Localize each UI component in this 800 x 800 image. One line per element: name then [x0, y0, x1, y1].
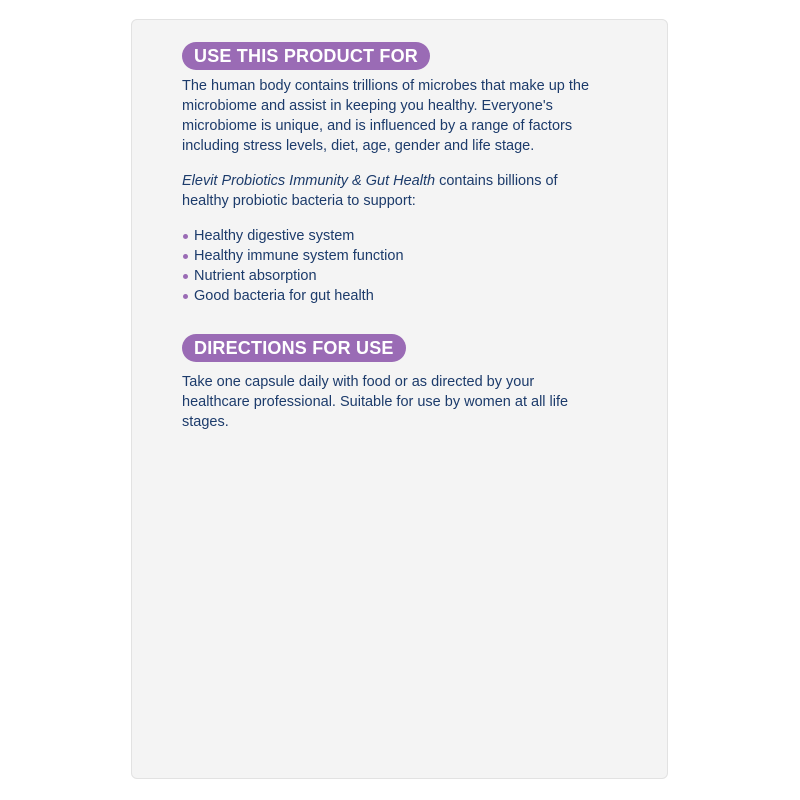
product-info-card — [131, 19, 668, 779]
list-item — [182, 226, 602, 246]
card-content — [182, 42, 602, 432]
product-name: Elevit Probiotics Immunity & Gut Health — [182, 173, 436, 189]
benefit-label: Nutrient absorption — [194, 268, 317, 284]
directions-section — [182, 334, 602, 432]
microbiome-intro: The human body contains trillions of microbes that make up the microbiome and assist in keeping you healthy. Everyone's microbiome is unique, and is influenced by a range of factors including stress levels, diet, age, gender and life stage. — [182, 78, 590, 154]
bullet-dot-icon — [183, 274, 188, 279]
bullet-dot-icon — [183, 294, 188, 299]
bullet-dot-icon — [183, 254, 188, 259]
benefits-list — [182, 226, 602, 306]
benefit-label: Healthy immune system function — [194, 248, 404, 264]
use-heading: USE THIS PRODUCT FOR — [182, 42, 430, 70]
list-item — [182, 286, 602, 306]
bullet-dot-icon — [183, 234, 188, 239]
directions-heading: DIRECTIONS FOR USE — [182, 334, 406, 362]
list-item — [182, 246, 602, 266]
directions-text: Take one capsule daily with food or as directed by your healthcare professional. Suitable for use by women at all life stages. — [182, 374, 569, 430]
support-text: contains billions of healthy probiotic bacteria to support: — [182, 173, 558, 209]
benefit-label: Good bacteria for gut health — [194, 288, 374, 304]
use-section — [182, 42, 602, 306]
product-support-paragraph — [182, 171, 602, 211]
benefit-label: Healthy digestive system — [194, 228, 355, 244]
list-item — [182, 266, 602, 286]
